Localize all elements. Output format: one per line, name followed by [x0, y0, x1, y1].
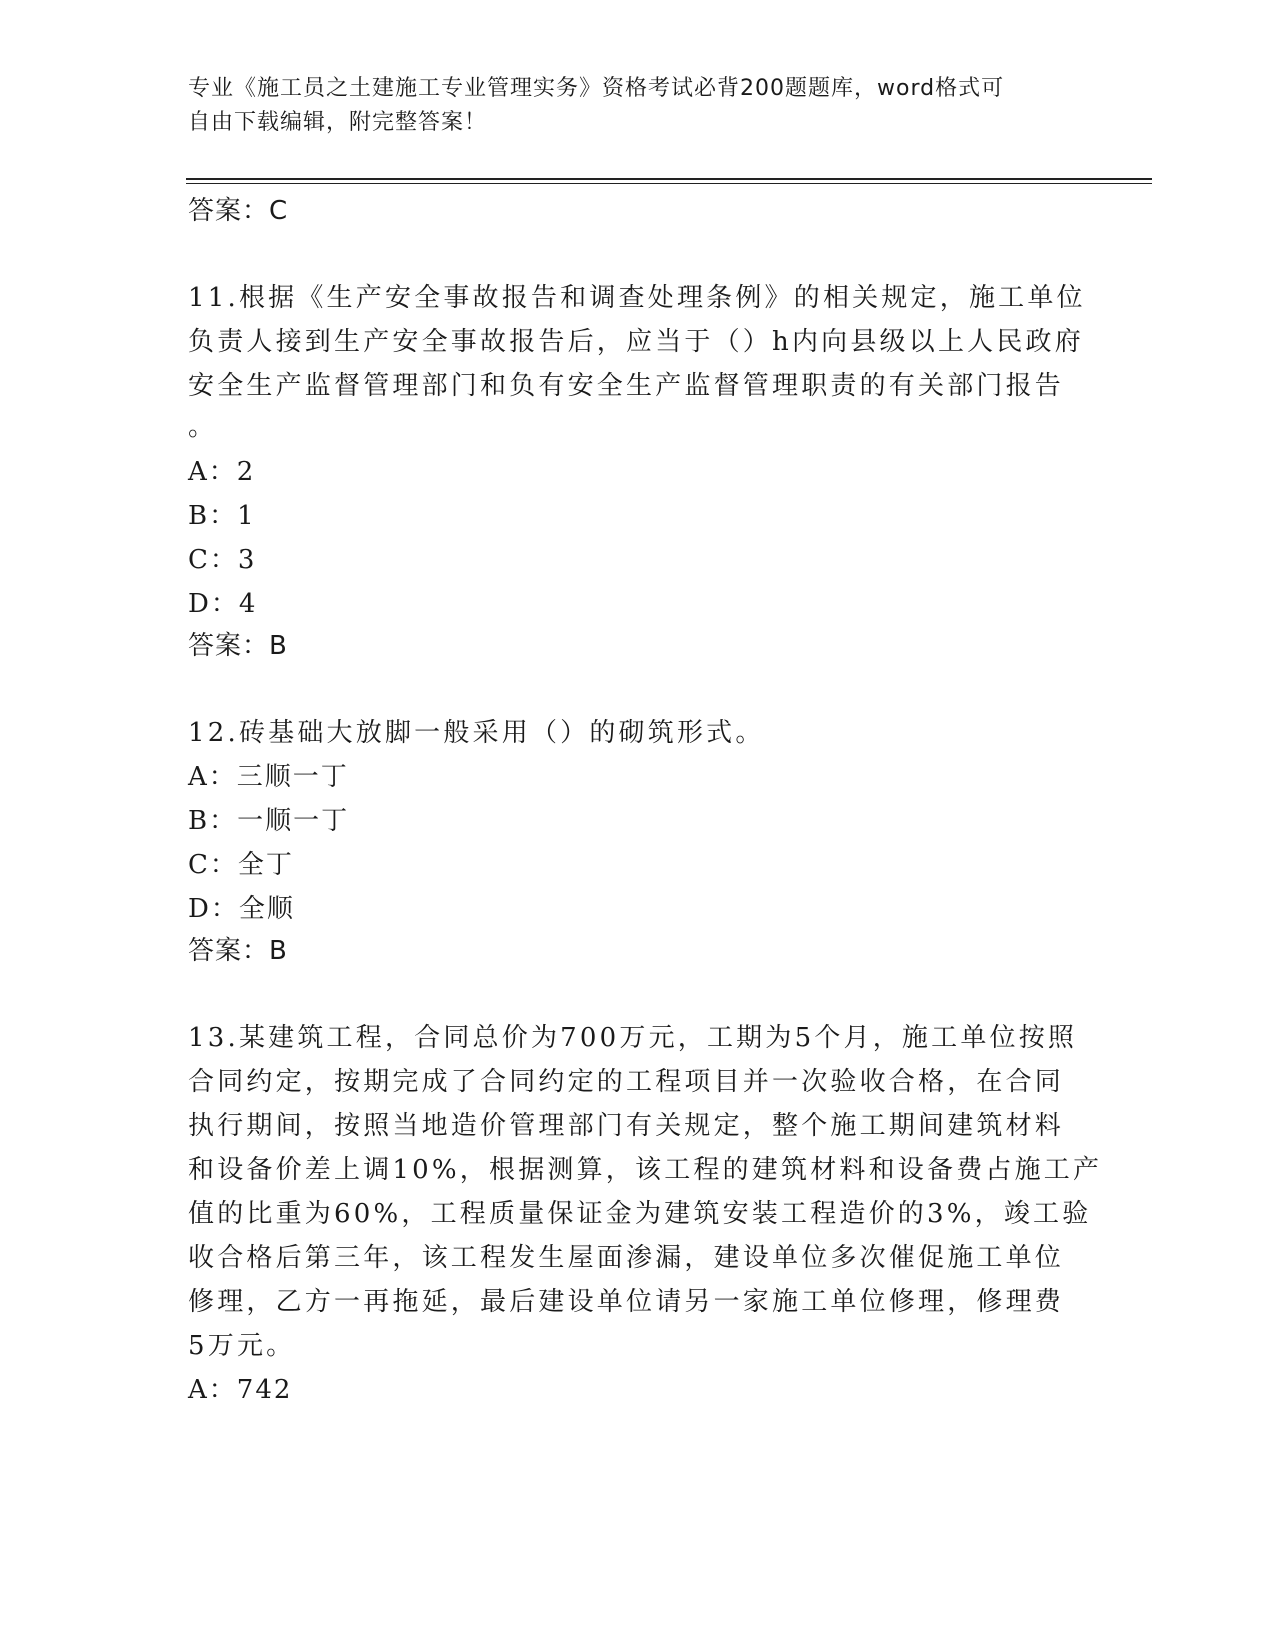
question-11-answer: 答案：B — [188, 631, 288, 661]
question-12-option-a: A：三顺一丁 — [188, 762, 349, 792]
question-11-line-3: 安全生产监督管理部门和负有安全生产监督管理职责的有关部门报告 — [188, 371, 1065, 401]
question-12-option-c: C：全丁 — [188, 850, 294, 880]
question-13-line-5: 值的比重为60%，工程质量保证金为建筑安装工程造价的3%，竣工验 — [188, 1199, 1092, 1229]
question-11-line-4: 。 — [188, 412, 218, 442]
question-12-option-b: B：一顺一丁 — [188, 806, 350, 836]
question-11-option-b: B：1 — [188, 501, 256, 531]
page-header — [188, 72, 1068, 140]
question-12-answer: 答案：B — [188, 936, 288, 966]
answer-line: 答案：C — [188, 196, 289, 226]
header-divider-thin — [186, 183, 1152, 184]
question-11-option-d: D：4 — [188, 589, 258, 619]
question-13-line-8: 5万元。 — [188, 1331, 296, 1361]
question-13-line-3: 执行期间，按照当地造价管理部门有关规定，整个施工期间建筑材料 — [188, 1111, 1065, 1141]
question-11-option-a: A：2 — [188, 457, 256, 487]
question-13-option-a: A：742 — [188, 1375, 293, 1405]
question-11-option-c: C：3 — [188, 545, 257, 575]
question-13-line-1: 13.某建筑工程，合同总价为700万元，工期为5个月，施工单位按照 — [188, 1023, 1078, 1053]
question-11-line-2: 负责人接到生产安全事故报告后，应当于（）h内向县级以上人民政府 — [188, 327, 1084, 357]
question-13-line-6: 收合格后第三年，该工程发生屋面渗漏，建设单位多次催促施工单位 — [188, 1243, 1065, 1273]
question-13-line-7: 修理，乙方一再拖延，最后建设单位请另一家施工单位修理，修理费 — [188, 1287, 1065, 1317]
question-13-line-4: 和设备价差上调10%，根据测算，该工程的建筑材料和设备费占施工产 — [188, 1155, 1103, 1185]
header-line-2: 自由下载编辑，附完整答案！ — [188, 110, 488, 135]
question-13-line-2: 合同约定，按期完成了合同约定的工程项目并一次验收合格，在合同 — [188, 1067, 1065, 1097]
header-divider — [186, 178, 1152, 180]
header-line-1: 专业《施工员之土建施工专业管理实务》资格考试必背200题题库，word格式可 — [188, 76, 1005, 101]
question-12-line-1: 12.砖基础大放脚一般采用（）的砌筑形式。 — [188, 718, 765, 748]
question-11-line-1: 11.根据《生产安全事故报告和调查处理条例》的相关规定，施工单位 — [188, 283, 1086, 313]
question-12-option-d: D：全顺 — [188, 894, 295, 924]
